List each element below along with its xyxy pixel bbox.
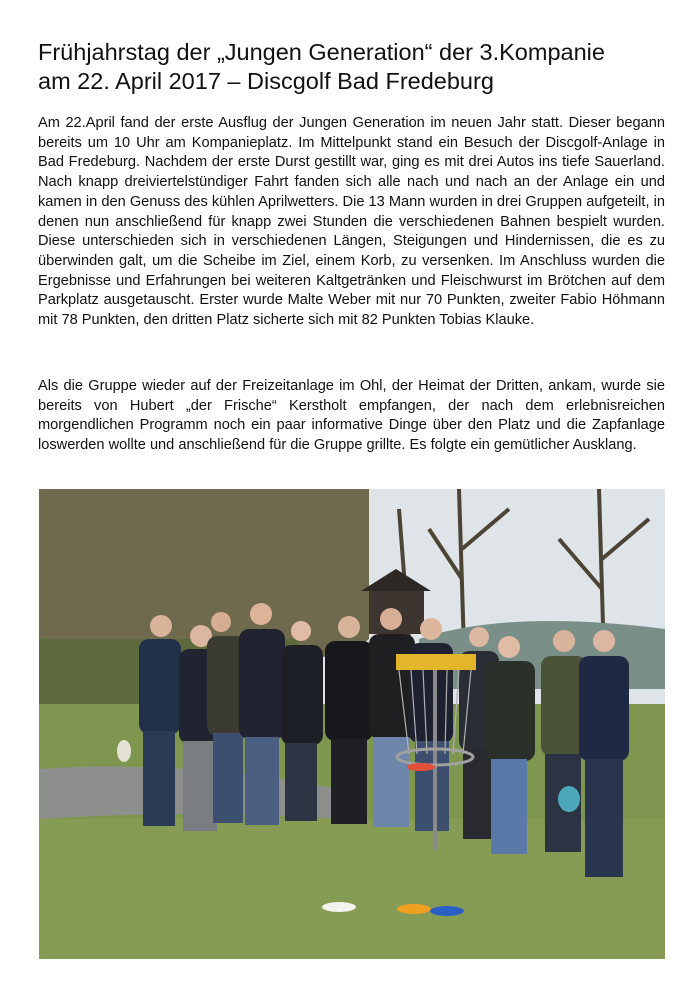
group-photo-illustration bbox=[39, 489, 665, 959]
disc-blue bbox=[430, 906, 464, 916]
person bbox=[239, 603, 285, 825]
person bbox=[325, 616, 373, 824]
disc-white bbox=[322, 902, 356, 912]
disc-teal-held bbox=[558, 786, 580, 812]
person bbox=[139, 615, 181, 826]
person bbox=[369, 608, 415, 827]
article-title bbox=[38, 38, 668, 96]
paragraph-1: Am 22.April fand der erste Ausflug der Jungen Generation im neuen Jahr statt. Dieser begann bereits um 10 Uhr am Kompanieplatz. Im Mittelpunkt stand ein Besuch der Discgolf-Anlage in Bad Fredeburg. Nachdem der erste Durst gestillt war, ging es mit drei Autos ins tiefe Sauerland. Nach knapp dreiviertelstündiger Fahrt fanden sich alle nach und nach an der Anlage ein und kamen in den Genuss des kühlen Aprilwetters. Die 13 Mann wurden in drei Gruppen aufgeteilt, in denen nun anschließend für knapp zwei Stunden die verschiedenen Bahnen bespielt wurden. Diese unterschieden sich in verschiedenen Längen, Steigungen und Hindernissen, die es zu überwinden galt, um die Scheibe im Ziel, einem Korb, zu versenken. Im Anschluss wurden die Ergebnisse und Erfahrungen bei weiteren Kaltgetränken und Fleischwurst im Brötchen auf dem Parkplatz ausgetauscht. Erster wurde Malte Weber mit nur 70 Punkten, zweiter Fabio Höhmann mit 78 Punkten, den dritten Platz sicherte sich mit 82 Punkten Tobias Klauke. bbox=[38, 115, 665, 329]
group-photo bbox=[39, 489, 665, 959]
person bbox=[281, 621, 323, 821]
disc-orange bbox=[397, 904, 431, 914]
person bbox=[409, 618, 453, 831]
paragraph-2: Als die Gruppe wieder auf der Freizeitanlage im Ohl, der Heimat der Dritten, ankam, wurde sie bereits von Hubert „der Frische“ Kerstholt empfangen, der nach dem erlebnisreichen morgendlichen Programm noch ein paar informative Dinge über den Platz und die Zapfanlage loswerden wollte und anschließend für die Gruppe grillte. Es folgte ein gemütlicher Ausklang. bbox=[38, 378, 665, 454]
disc-held-left bbox=[117, 740, 131, 762]
title-line-1: Frühjahrstag der „Jungen Generation“ der 3.Kompanie bbox=[38, 39, 605, 65]
title-line-2: am 22. April 2017 – Discgolf Bad Fredeburg bbox=[38, 68, 494, 94]
person bbox=[579, 630, 629, 877]
